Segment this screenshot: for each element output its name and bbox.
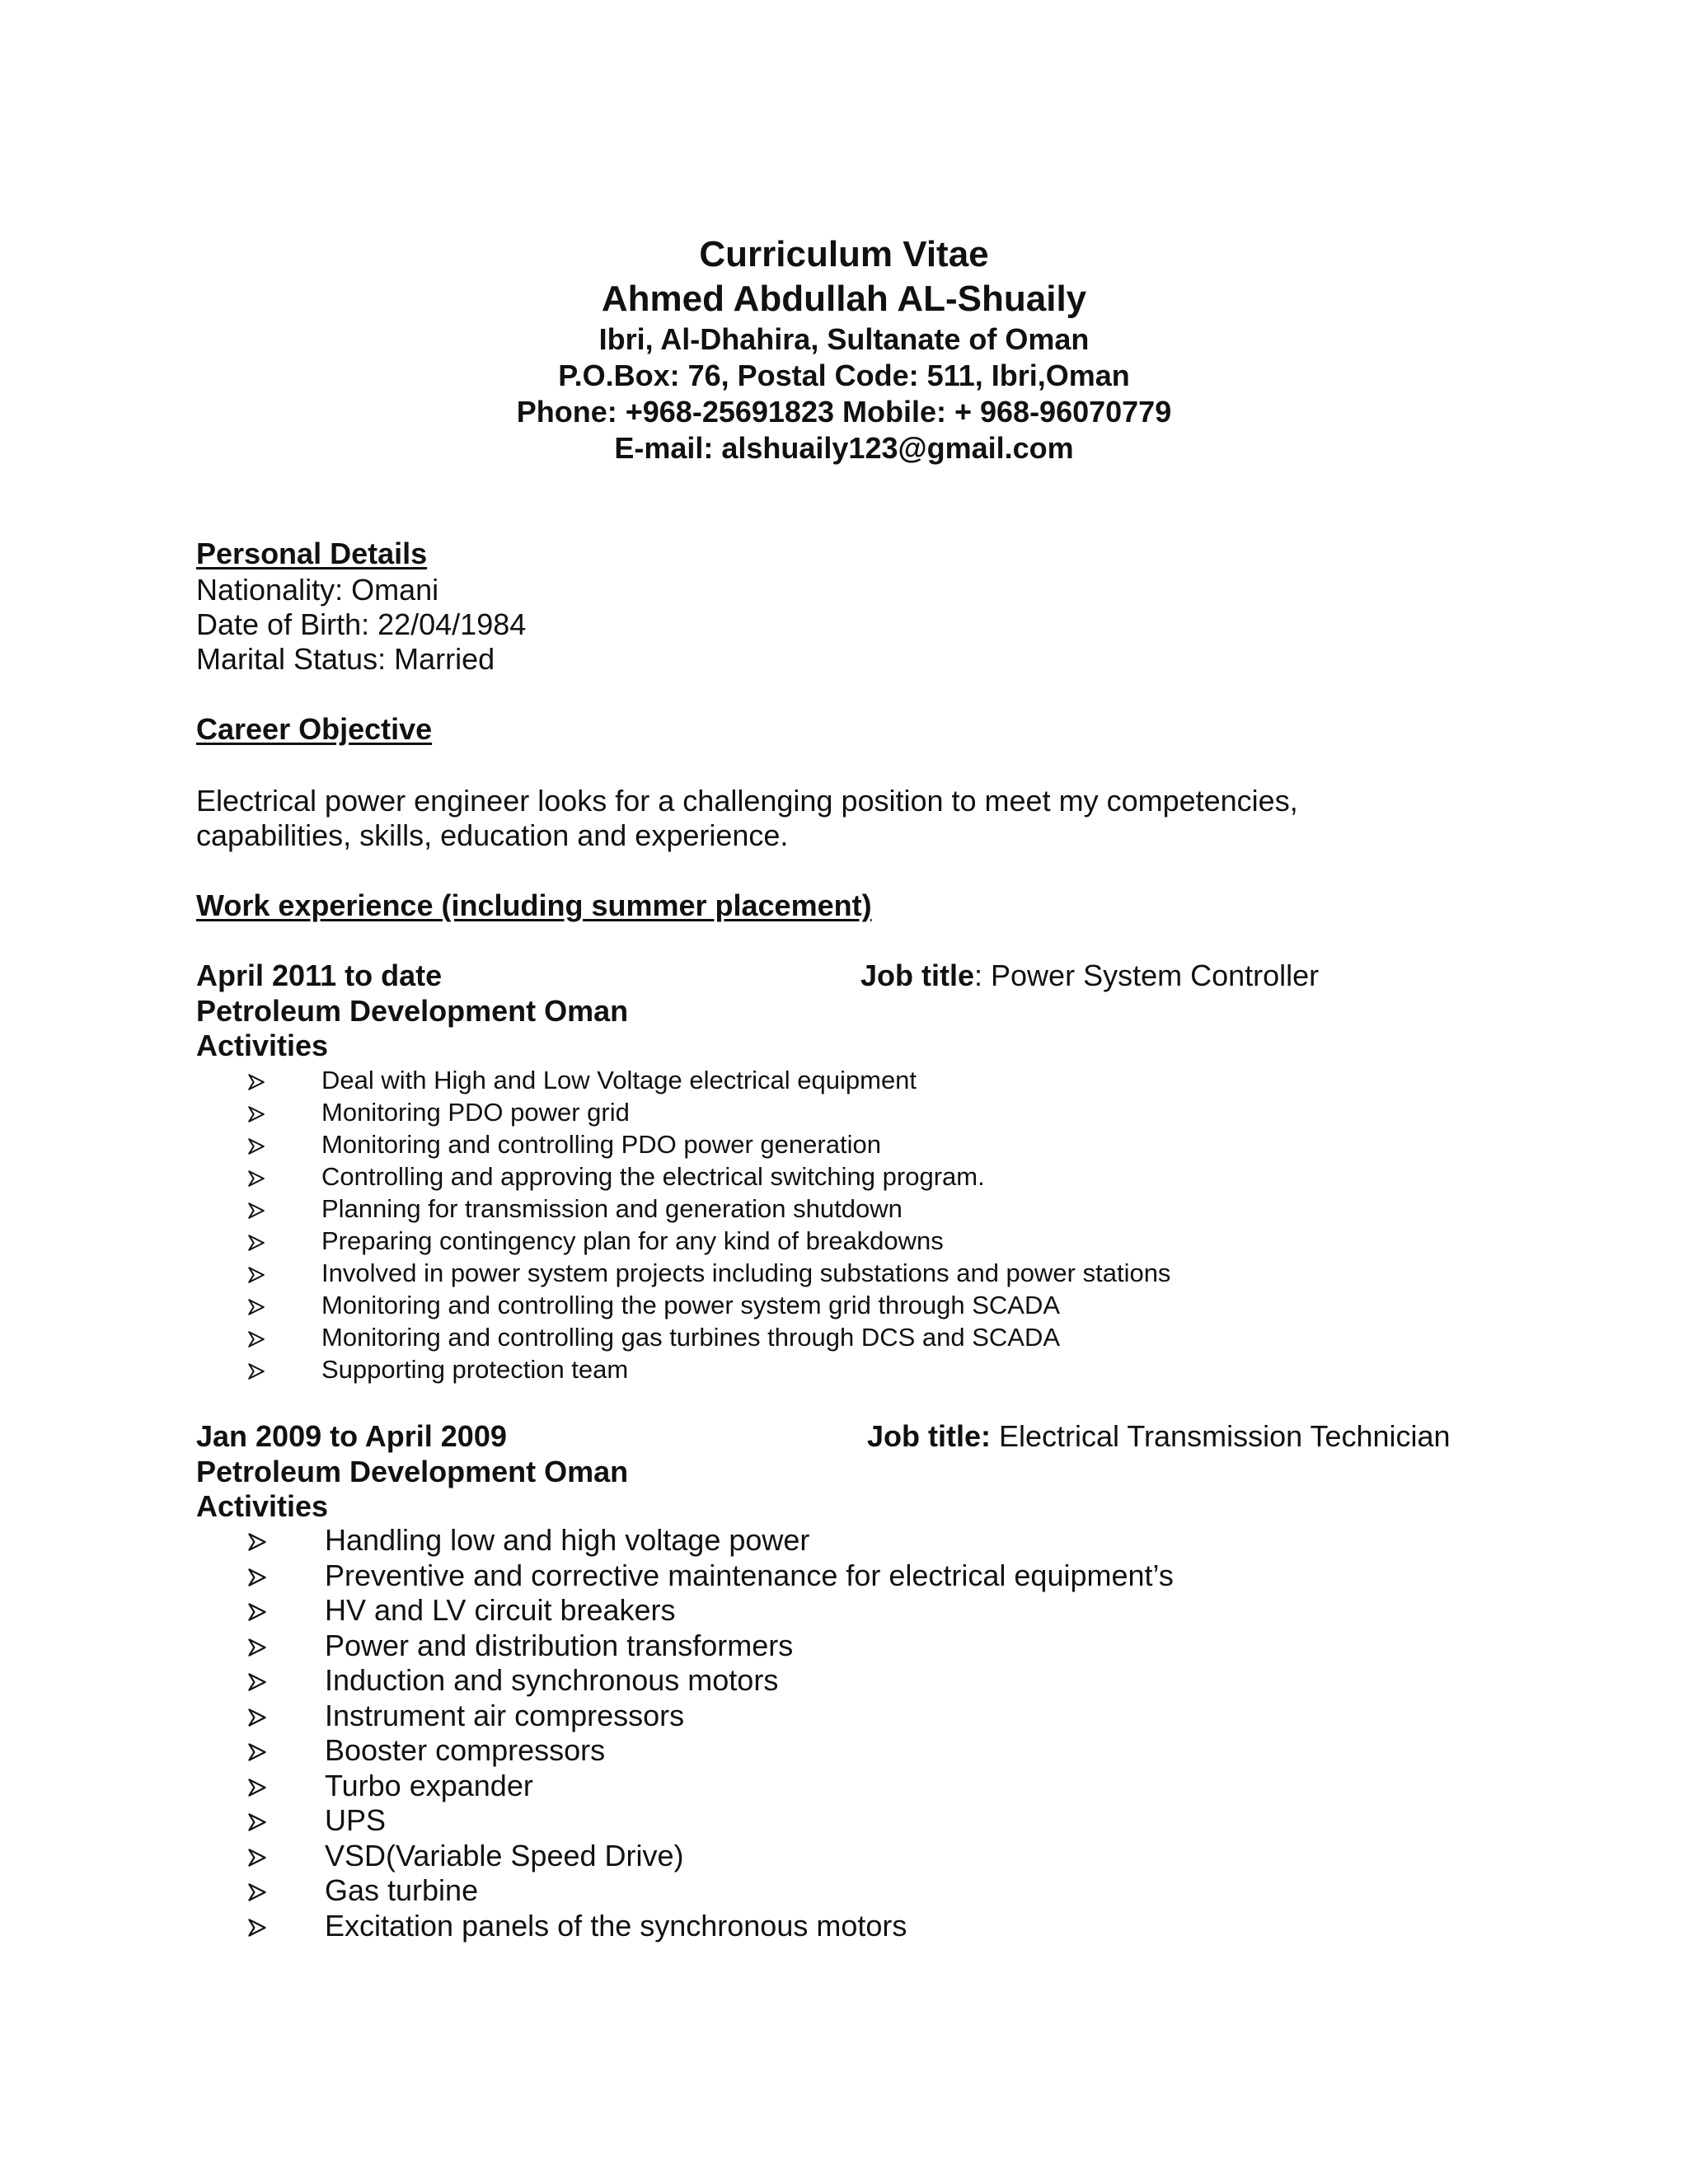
activity-text: VSD(Variable Speed Drive) bbox=[325, 1838, 684, 1872]
activity-text: Preventive and corrective maintenance for electrical equipment’s bbox=[325, 1558, 1174, 1592]
arrowhead-bullet-icon bbox=[247, 1629, 267, 1664]
activity-text: Monitoring and controlling PDO power generation bbox=[321, 1130, 881, 1159]
arrowhead-bullet-icon bbox=[247, 1257, 265, 1289]
arrowhead-bullet-icon bbox=[247, 1160, 265, 1193]
activity-text: Planning for transmission and generation shutdown bbox=[321, 1194, 903, 1223]
arrowhead-bullet-icon bbox=[247, 1699, 267, 1734]
arrowhead-bullet-icon bbox=[247, 1769, 267, 1804]
activity-text: Preparing contingency plan for any kind of breakdowns bbox=[321, 1226, 944, 1255]
arrowhead-bullet-icon bbox=[247, 1353, 265, 1385]
job-2-activities-label: Activities bbox=[196, 1489, 329, 1523]
job-2-period: Jan 2009 to April 2009 bbox=[196, 1419, 507, 1453]
activity-text: Power and distribution transformers bbox=[325, 1628, 794, 1662]
arrowhead-bullet-icon bbox=[247, 1663, 267, 1699]
activity-text: Involved in power system projects including substations and power stations bbox=[321, 1258, 1171, 1287]
arrowhead-bullet-icon bbox=[247, 1064, 265, 1096]
phone-line: Phone: +968-25691823 Mobile: + 968-96070779 bbox=[516, 395, 1172, 429]
activity-text: Monitoring PDO power grid bbox=[321, 1098, 630, 1127]
nationality: Nationality: Omani bbox=[196, 573, 439, 607]
activity-text: Controlling and approving the electrical switching program. bbox=[321, 1162, 985, 1191]
activity-text: HV and LV circuit breakers bbox=[325, 1593, 676, 1627]
job-1-title bbox=[860, 958, 1319, 993]
objective-line-1: Electrical power engineer looks for a challenging position to meet my competencies, bbox=[196, 784, 1298, 818]
activity-text: Booster compressors bbox=[325, 1733, 606, 1767]
arrowhead-bullet-icon bbox=[247, 1321, 265, 1353]
email-line: E-mail: alshuaily123@gmail.com bbox=[614, 431, 1074, 465]
date-of-birth: Date of Birth: 22/04/1984 bbox=[196, 607, 527, 641]
arrowhead-bullet-icon bbox=[247, 1193, 265, 1225]
job-1-activities-label: Activities bbox=[196, 1029, 329, 1062]
marital-status: Marital Status: Married bbox=[196, 642, 495, 676]
activity-text: Instrument air compressors bbox=[325, 1698, 685, 1732]
job-title-label: Job title bbox=[860, 958, 975, 992]
cv-header bbox=[0, 232, 1688, 466]
activity-text: Gas turbine bbox=[325, 1873, 479, 1907]
activity-text: Monitoring and controlling gas turbines through DCS and SCADA bbox=[321, 1323, 1061, 1352]
job-title-value: : Power System Controller bbox=[974, 958, 1320, 992]
arrowhead-bullet-icon bbox=[247, 1096, 265, 1128]
activity-text: Supporting protection team bbox=[321, 1355, 629, 1384]
personal-details-heading: Personal Details bbox=[196, 537, 428, 570]
arrowhead-bullet-icon bbox=[247, 1225, 265, 1257]
document-title: Curriculum Vitae bbox=[699, 234, 989, 274]
address-line-1: Ibri, Al-Dhahira, Sultanate of Oman bbox=[598, 322, 1090, 356]
activity-text: Handling low and high voltage power bbox=[325, 1523, 810, 1557]
job-1-company: Petroleum Development Oman bbox=[196, 994, 629, 1028]
activity-text: Excitation panels of the synchronous motors bbox=[325, 1908, 907, 1943]
job-title-value: Electrical Transmission Technician bbox=[991, 1419, 1451, 1453]
career-objective-heading: Career Objective bbox=[196, 712, 433, 746]
candidate-name: Ahmed Abdullah AL-Shuaily bbox=[601, 279, 1087, 319]
job-2-company: Petroleum Development Oman bbox=[196, 1455, 629, 1488]
arrowhead-bullet-icon bbox=[247, 1289, 265, 1321]
job-title-label: Job title: bbox=[867, 1419, 991, 1453]
work-experience-heading: Work experience (including summer placement) bbox=[196, 888, 872, 922]
arrowhead-bullet-icon bbox=[247, 1523, 267, 1558]
arrowhead-bullet-icon bbox=[247, 1558, 267, 1594]
activity-text: UPS bbox=[325, 1803, 387, 1837]
activity-text: Induction and synchronous motors bbox=[325, 1663, 779, 1697]
arrowhead-bullet-icon bbox=[247, 1128, 265, 1160]
activity-text: Deal with High and Low Voltage electrical equipment bbox=[321, 1066, 917, 1094]
activity-text: Turbo expander bbox=[325, 1768, 533, 1802]
arrowhead-bullet-icon bbox=[247, 1733, 267, 1769]
arrowhead-bullet-icon bbox=[247, 1839, 267, 1874]
arrowhead-bullet-icon bbox=[247, 1593, 267, 1629]
job-1-period: April 2011 to date bbox=[196, 958, 443, 992]
job-2-title bbox=[867, 1419, 1451, 1454]
objective-line-2: capabilities, skills, education and experience. bbox=[196, 818, 789, 852]
activity-text: Monitoring and controlling the power system grid through SCADA bbox=[321, 1291, 1061, 1319]
address-line-2: P.O.Box: 76, Postal Code: 511, Ibri,Oman bbox=[558, 359, 1130, 392]
arrowhead-bullet-icon bbox=[247, 1873, 267, 1909]
arrowhead-bullet-icon bbox=[247, 1803, 267, 1839]
arrowhead-bullet-icon bbox=[247, 1909, 267, 1944]
